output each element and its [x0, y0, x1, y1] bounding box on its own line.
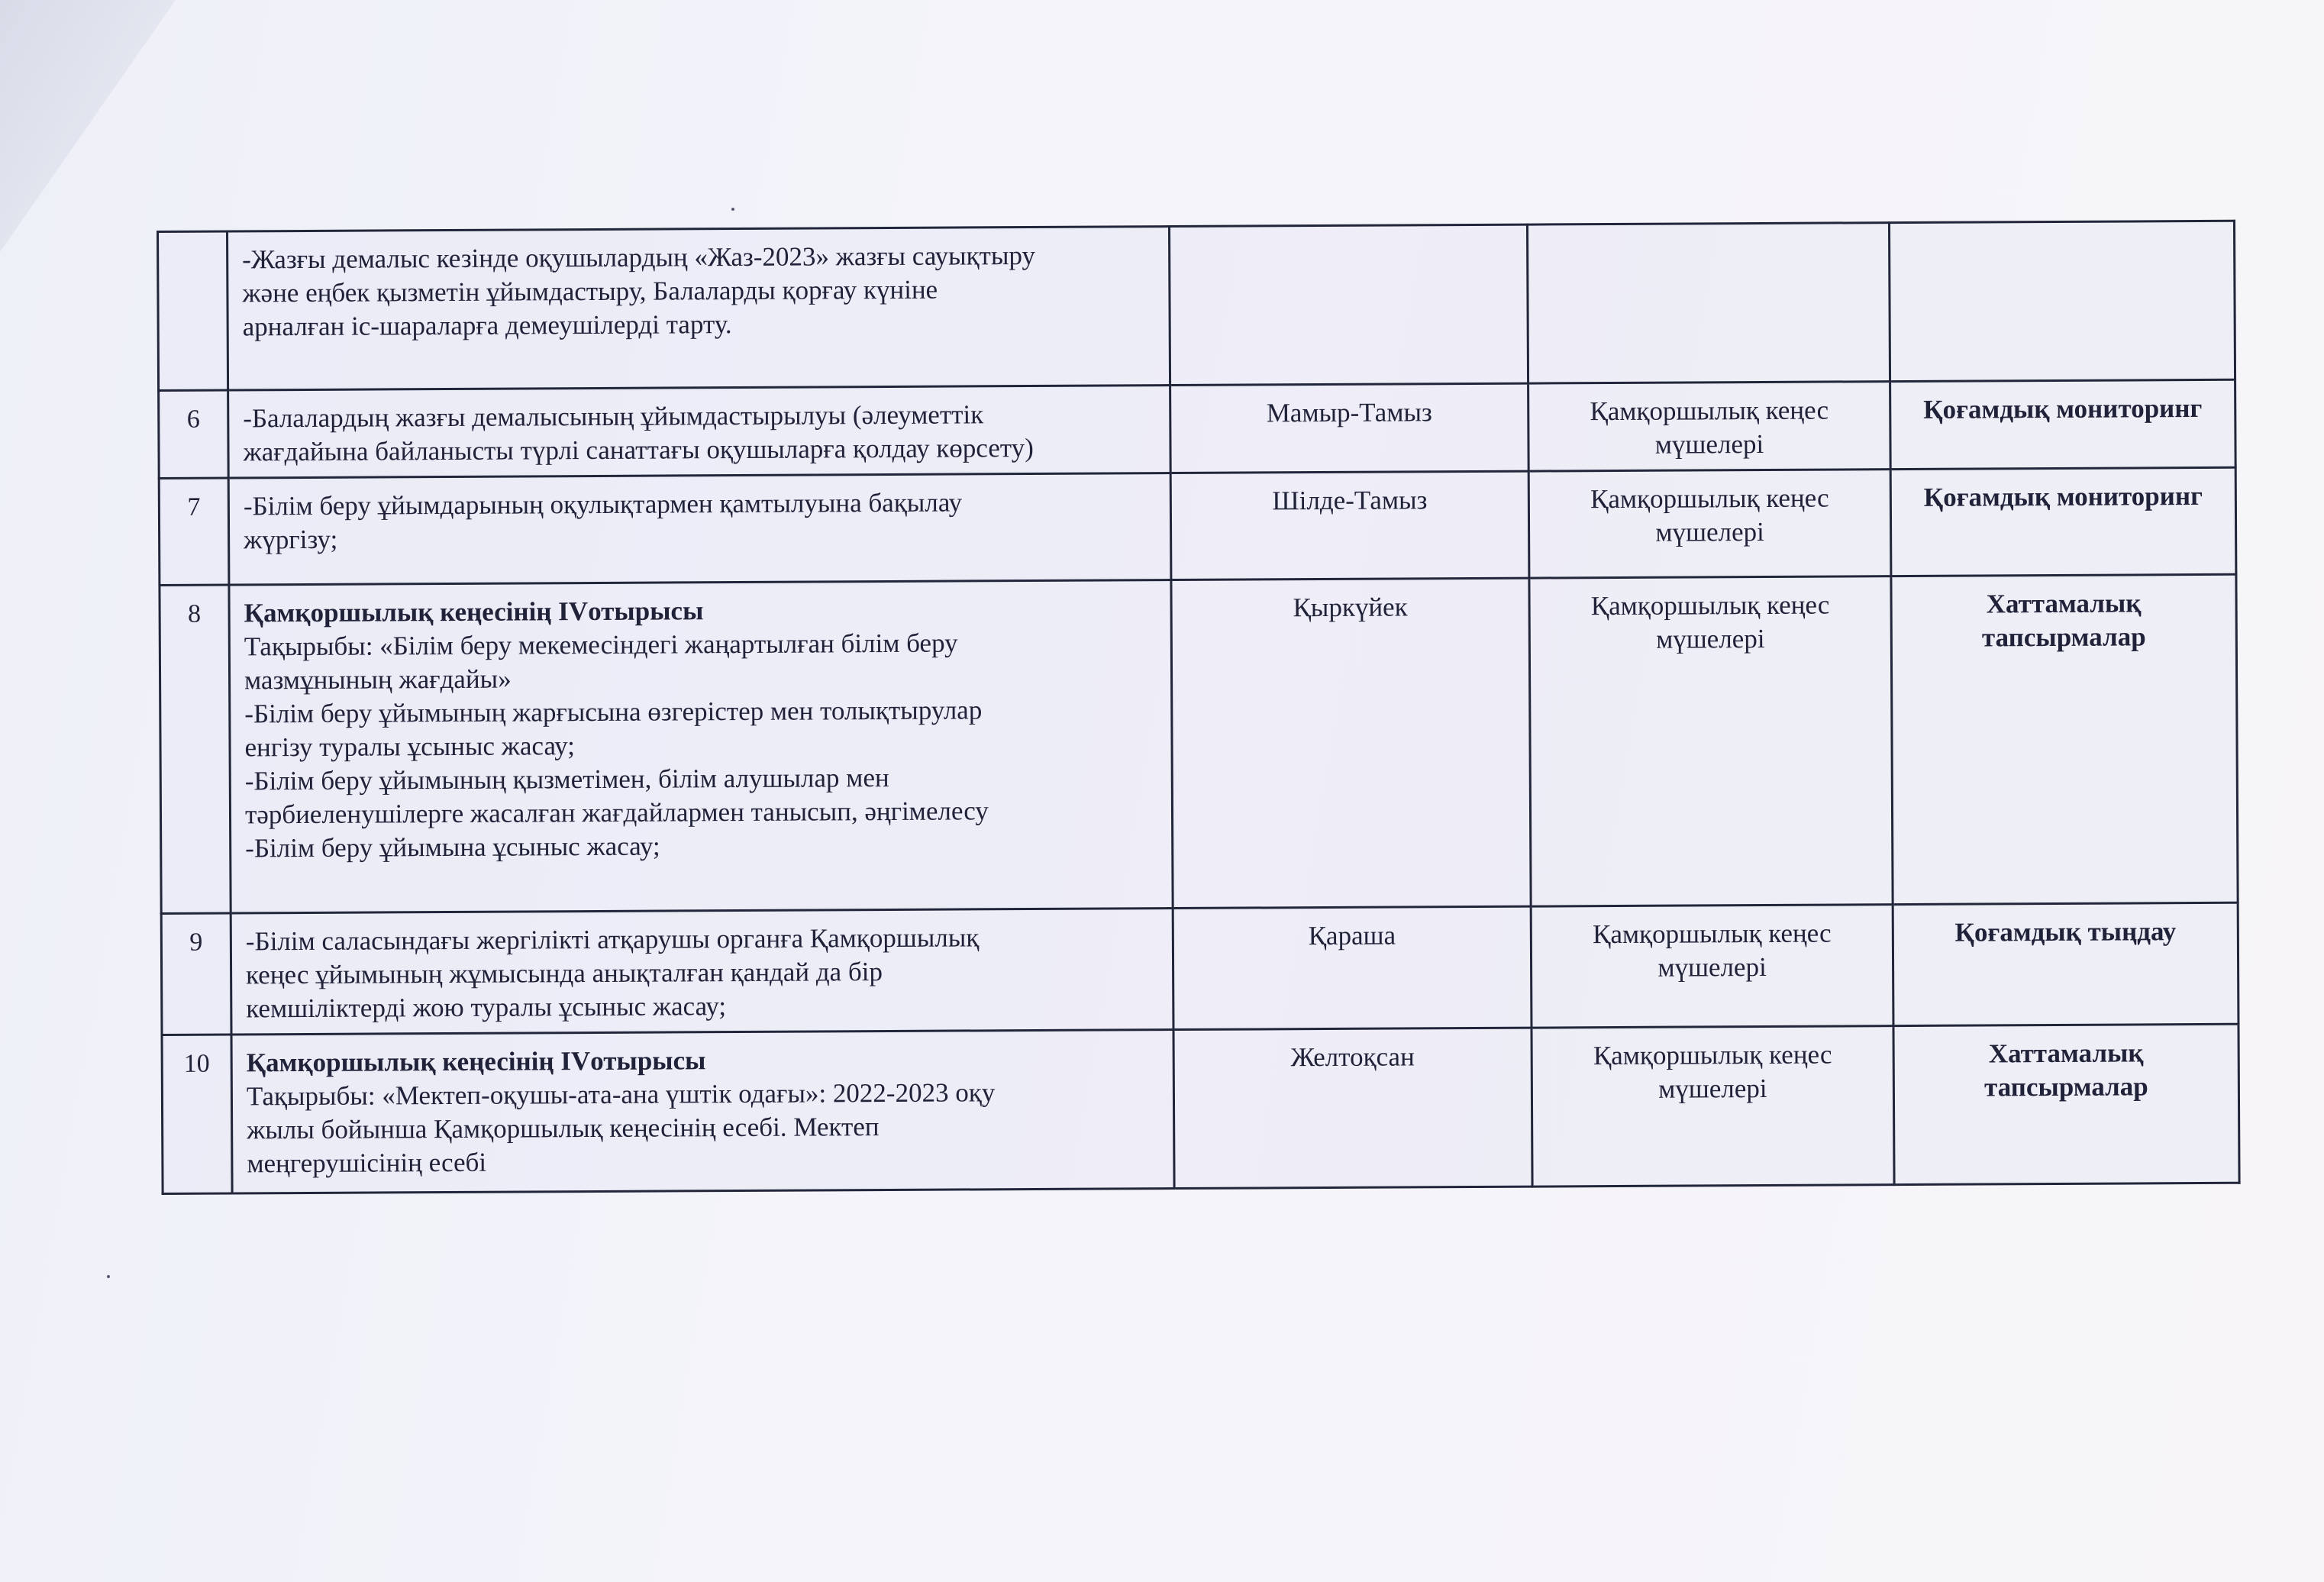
timeframe-cell — [1173, 906, 1532, 1029]
row-number: 9 — [189, 928, 203, 957]
row-number-cell — [160, 585, 231, 913]
responsible: Қамқоршылық кеңес мүшелері — [1590, 483, 1829, 547]
timeframe-cell — [1170, 383, 1529, 473]
row-number: 6 — [186, 405, 200, 434]
completion-form-cell — [1889, 221, 2235, 381]
activity-line: арналған іс-шараларға демеушілерді тарту. — [242, 309, 732, 342]
table-row — [162, 1024, 2239, 1193]
responsible: Қамқоршылық кеңес мүшелері — [1593, 1039, 1832, 1104]
table-row — [159, 379, 2236, 478]
activity-cell — [231, 1030, 1174, 1193]
activity-line: -Білім беру ұйымдарының оқулықтармен қамтылуына бақылау — [243, 487, 963, 521]
timeframe: Шілде-Тамыз — [1272, 485, 1428, 516]
completion-form: Қоғамдық мониторинг — [1923, 480, 2203, 512]
activity-line: тәрбиеленушілерге жасалған жағдайлармен танысып, әңгімелесу — [244, 796, 989, 830]
completion-form: Хаттамалық тапсырмалар — [1983, 1038, 2148, 1103]
responsible: Қамқоршылық кеңес мүшелері — [1590, 589, 1830, 654]
timeframe-cell — [1170, 471, 1529, 580]
activity-line: -Балалардың жазғы демалысының ұйымдастырылуы (әлеуметтік — [243, 399, 984, 434]
table-row — [161, 902, 2238, 1035]
completion-form-cell — [1893, 902, 2238, 1025]
responsible-cell — [1532, 1026, 1894, 1186]
completion-form-cell — [1893, 1024, 2239, 1184]
row-number: 10 — [183, 1049, 210, 1078]
activity-cell — [231, 909, 1173, 1035]
row-number-cell — [162, 1035, 232, 1193]
completion-form: Қоғамдық мониторинг — [1923, 392, 2203, 425]
activity-cell — [229, 580, 1173, 913]
activity-line: Тақырыбы: «Мектеп-оқушы-ата-ана үштік одағы»: 2022-2023 оқу — [246, 1077, 996, 1112]
row-number-cell — [158, 231, 228, 390]
row-number: 7 — [187, 492, 201, 521]
activity-cell — [228, 227, 1170, 390]
activity-line: жүргізу; — [244, 524, 338, 555]
activity-cell — [228, 386, 1171, 478]
row-number-cell — [159, 390, 229, 478]
responsible-cell — [1531, 905, 1893, 1028]
completion-form: Хаттамалық тапсырмалар — [1981, 588, 2146, 653]
activity-cell — [228, 473, 1171, 585]
activity-title: Қамқоршылық кеңесінің IVотырысы — [244, 596, 704, 628]
activity-line: кемшіліктерді жою туралы ұсыныс жасау; — [246, 991, 727, 1024]
activity-line: -Білім беру ұйымына ұсыныс жасау; — [245, 831, 660, 864]
completion-form: Қоғамдық тыңдау — [1954, 916, 2177, 948]
responsible-cell — [1528, 382, 1891, 471]
plan-table — [157, 220, 2241, 1195]
completion-form-cell — [1890, 467, 2236, 576]
plan-table-body — [158, 221, 2240, 1193]
activity-line: жылы бойынша Қамқоршылық кеңесінің есебі. Мектеп — [247, 1112, 880, 1145]
activity-line: -Білім саласындағы жергілікті атқарушы органға Қамқоршылық — [245, 922, 980, 957]
activity-line: мазмұнының жағдайы» — [244, 663, 512, 696]
activity-line: -Білім беру ұйымының жарғысына өзгерістер мен толықтырулар — [244, 695, 983, 729]
table-row — [160, 574, 2238, 913]
activity-line: енгізу туралы ұсыныс жасау; — [244, 731, 576, 763]
timeframe-cell — [1171, 578, 1531, 908]
row-number-cell — [159, 478, 229, 585]
page-corner-fold — [0, 0, 176, 252]
timeframe: Қараша — [1308, 920, 1396, 951]
timeframe: Мамыр-Тамыз — [1266, 397, 1432, 428]
responsible: Қамқоршылық кеңес мүшелері — [1592, 918, 1832, 983]
completion-form-cell — [1891, 574, 2238, 904]
speck — [731, 208, 734, 211]
activity-line: және еңбек қызметін ұйымдастыру, Балаларды қорғау күніне — [242, 274, 938, 308]
activity-line: -Жазғы демалыс кезінде оқушылардың «Жаз-2023» жазғы сауықтыру — [242, 240, 1036, 275]
timeframe: Қыркүйек — [1293, 592, 1408, 623]
completion-form-cell — [1890, 379, 2236, 469]
table-row — [159, 467, 2236, 585]
row-number: 8 — [188, 599, 202, 628]
activity-title: Қамқоршылық кеңесінің IVотырысы — [246, 1045, 706, 1078]
speck — [107, 1275, 110, 1278]
timeframe: Желтоқсан — [1290, 1041, 1415, 1073]
activity-line: Тақырыбы: «Білім беру мекемесіндегі жаңартылған білім беру — [244, 628, 958, 662]
timeframe-cell — [1169, 224, 1528, 385]
responsible-cell — [1529, 576, 1893, 906]
responsible-cell — [1527, 223, 1890, 383]
responsible-cell — [1528, 470, 1891, 578]
row-number-cell — [161, 913, 231, 1035]
activity-line: кеңес ұйымының жұмысында анықталған қандай да бір — [246, 957, 883, 990]
activity-line: меңгерушісінің есебі — [247, 1147, 487, 1179]
activity-line: жағдайына байланысты түрлі санаттағы оқушыларға қолдау көрсету) — [243, 432, 1034, 467]
responsible: Қамқоршылық кеңес мүшелері — [1590, 395, 1829, 460]
activity-line: -Білім беру ұйымының қызметімен, білім алушылар мен — [244, 762, 889, 796]
timeframe-cell — [1173, 1028, 1532, 1188]
table-row — [158, 221, 2235, 390]
